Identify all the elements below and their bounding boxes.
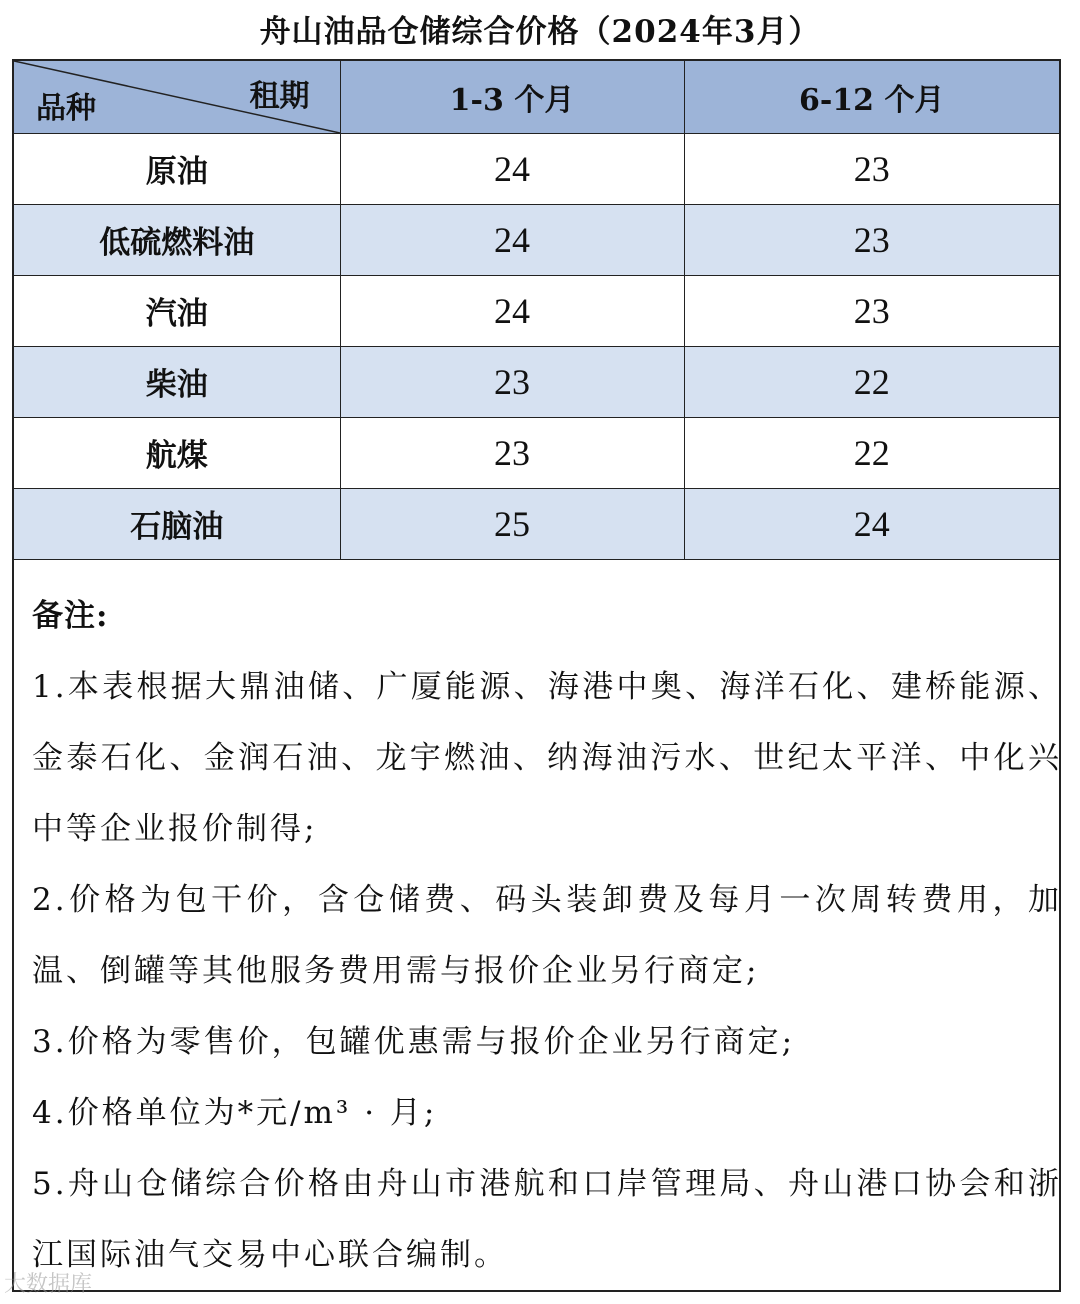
price-1-3-months: 24 [340, 275, 684, 346]
product-name: 原油 [14, 133, 340, 204]
column-header-1-3-months: 1-3 个月 [340, 61, 684, 133]
price-6-12-months: 24 [684, 488, 1059, 559]
product-name: 低硫燃料油 [14, 204, 340, 275]
table-row [14, 275, 1059, 346]
table-row [14, 417, 1059, 488]
price-sheet [12, 59, 1061, 1292]
page-title: 舟山油品仓储综合价格（2024年3月） [259, 14, 821, 50]
lease-term-label: 租期 [249, 79, 310, 114]
price-6-12-months: 23 [684, 133, 1059, 204]
note-item-3: 3.价格为零售价，包罐优惠需与报价企业另行商定; [32, 1024, 796, 1060]
product-name: 柴油 [14, 346, 340, 417]
product-name: 汽油 [14, 275, 340, 346]
table-row [14, 346, 1059, 417]
price-table [14, 61, 1059, 560]
price-1-3-months: 23 [340, 346, 684, 417]
note-item-4: 4.价格单位为*元/m³ · 月; [32, 1095, 438, 1131]
price-6-12-months: 22 [684, 346, 1059, 417]
note-item-5: 5.舟山仓储综合价格由舟山市港航和口岸管理局、舟山港口协会和浙江国际油气交易中心联合编制。 [32, 1166, 1062, 1273]
notes-section [32, 581, 1062, 1291]
table-row [14, 488, 1059, 559]
price-1-3-months: 24 [340, 204, 684, 275]
product-type-label: 品种 [36, 90, 96, 126]
product-name: 航煤 [14, 417, 340, 488]
notes-heading: 备注: [32, 598, 109, 634]
price-1-3-months: 23 [340, 417, 684, 488]
table-row [14, 204, 1059, 275]
watermark: 大数据库 [4, 1272, 93, 1297]
price-6-12-months: 22 [684, 417, 1059, 488]
note-item-2: 2.价格为包干价，含仓储费、码头装卸费及每月一次周转费用，加温、倒罐等其他服务费用需与报价企业另行商定; [32, 882, 1062, 989]
table-row [14, 133, 1059, 204]
price-1-3-months: 24 [340, 133, 684, 204]
diagonal-header-cell [14, 61, 340, 133]
note-item-1: 1.本表根据大鼎油储、广厦能源、海港中奥、海洋石化、建桥能源、金泰石化、金润石油、龙宇燃油、纳海油污水、世纪太平洋、中化兴中等企业报价制得; [32, 669, 1062, 847]
column-header-6-12-months: 6-12 个月 [684, 61, 1059, 133]
price-1-3-months: 25 [340, 488, 684, 559]
price-6-12-months: 23 [684, 275, 1059, 346]
product-name: 石脑油 [14, 488, 340, 559]
table-header-row [14, 61, 1059, 133]
price-6-12-months: 23 [684, 204, 1059, 275]
